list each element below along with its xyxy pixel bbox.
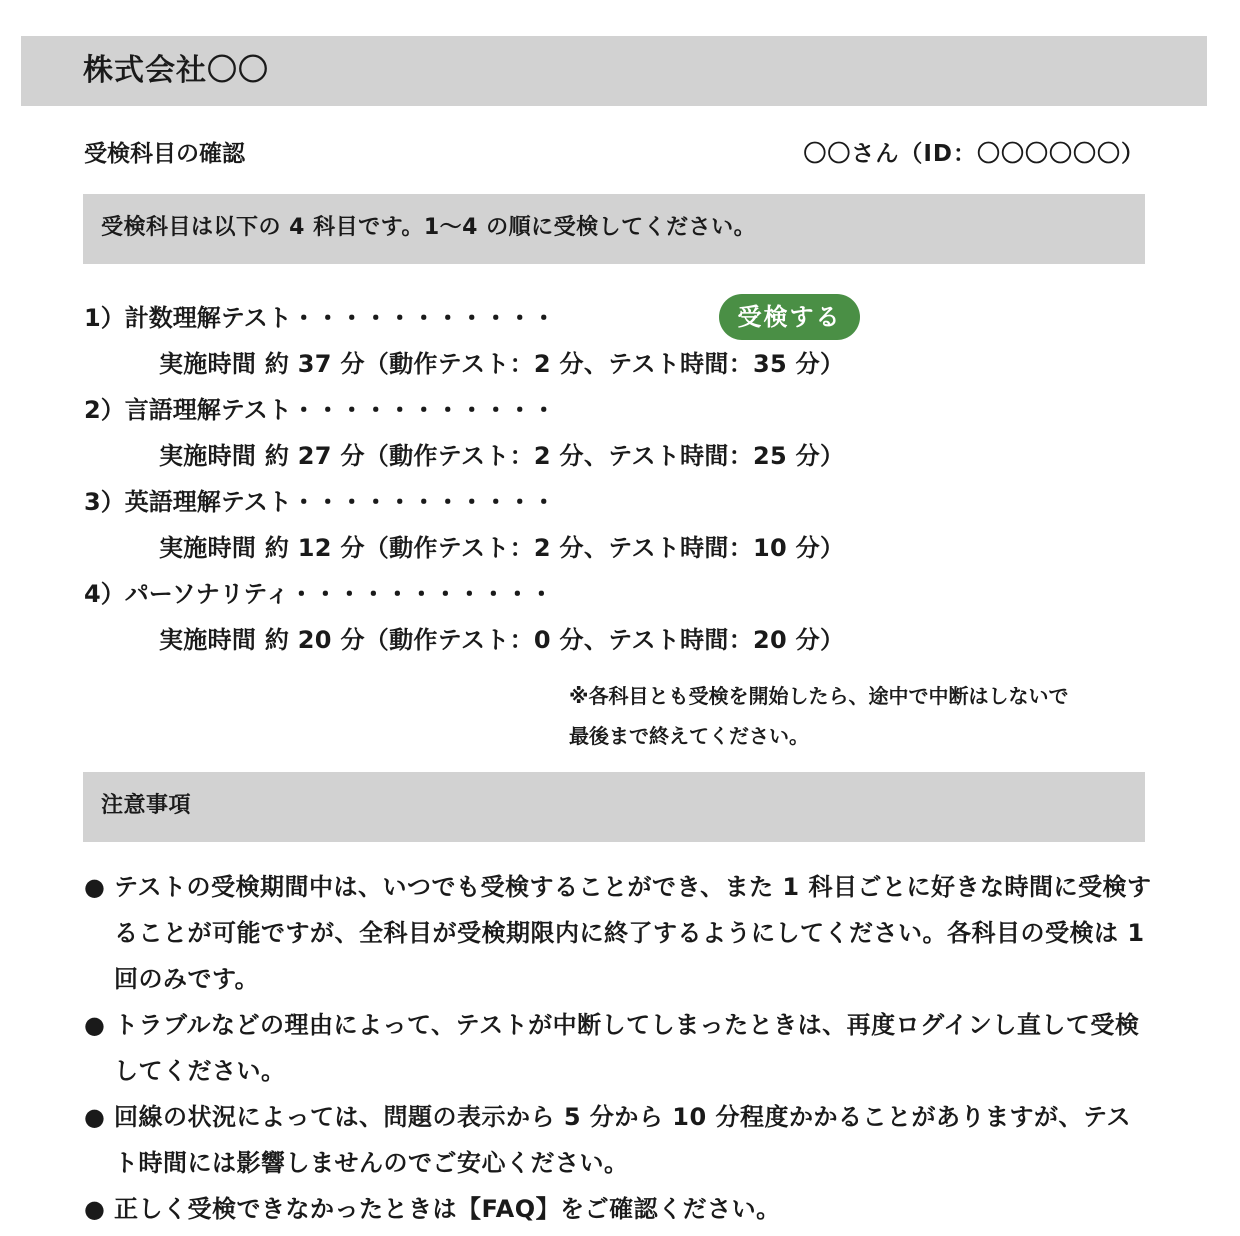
company-name: 株式会社〇〇 — [83, 53, 269, 88]
user-info: 〇〇さん（ID：〇〇〇〇〇〇） — [803, 141, 1145, 167]
notice-text: 回線の状況によっては、問題の表示から 5 分から 10 分程度かかることがありますが、テスト時間には影響しませんのでご安心ください。 — [114, 1103, 1132, 1177]
notice-text: 正しく受検できなかったときは【FAQ】をご確認ください。 — [114, 1195, 781, 1223]
notice-item — [84, 1186, 1154, 1232]
notices-heading-bar — [83, 772, 1145, 842]
notice-item — [84, 864, 1154, 1002]
notice-text: テストの受検期間中は、いつでも受検することができ、また 1 科目ごとに好きな時間に受検することが可能ですが、全科目が受検期限内に終了するようにしてください。各科目の受検は 1 回のみです。 — [114, 873, 1152, 993]
subject-name: 2）言語理解テスト・・・・・・・・・・・ — [84, 396, 556, 424]
header-bar — [21, 36, 1207, 106]
subject-name: 4）パーソナリティ・・・・・・・・・・・ — [84, 580, 554, 608]
notice-text: トラブルなどの理由によって、テストが中断してしまったときは、再度ログインし直して受検してください。 — [114, 1011, 1140, 1085]
notice-item — [84, 1002, 1154, 1094]
bullet-icon: ● — [84, 1103, 106, 1131]
bullet-icon: ● — [84, 873, 106, 901]
bullet-icon: ● — [84, 1011, 106, 1039]
instruction-text: 受検科目は以下の 4 科目です。1〜4 の順に受検してください。 — [101, 215, 757, 240]
subject-duration: 実施時間 約 37 分（動作テスト：2 分、テスト時間：35 分） — [159, 350, 845, 378]
instruction-banner — [83, 194, 1145, 264]
caution-note — [569, 676, 1068, 756]
bullet-icon: ● — [84, 1195, 106, 1223]
subheader — [84, 136, 1145, 172]
subject-name: 3）英語理解テスト・・・・・・・・・・・ — [84, 488, 556, 516]
page-title: 受検科目の確認 — [84, 141, 245, 167]
notice-item — [84, 1094, 1154, 1186]
caution-note-line: 最後まで終えてください。 — [569, 724, 809, 748]
take-test-button[interactable]: 受検する — [719, 294, 860, 340]
subject-name: 1）計数理解テスト・・・・・・・・・・・ — [84, 304, 556, 332]
caution-note-line: ※各科目とも受検を開始したら、途中で中断はしないで — [569, 684, 1069, 708]
notices-heading: 注意事項 — [101, 793, 192, 818]
subject-duration: 実施時間 約 27 分（動作テスト：2 分、テスト時間：25 分） — [159, 442, 845, 470]
notices-list — [84, 864, 1154, 1232]
subject-duration: 実施時間 約 12 分（動作テスト：2 分、テスト時間：10 分） — [159, 534, 845, 562]
subject-duration: 実施時間 約 20 分（動作テスト：0 分、テスト時間：20 分） — [159, 626, 845, 654]
